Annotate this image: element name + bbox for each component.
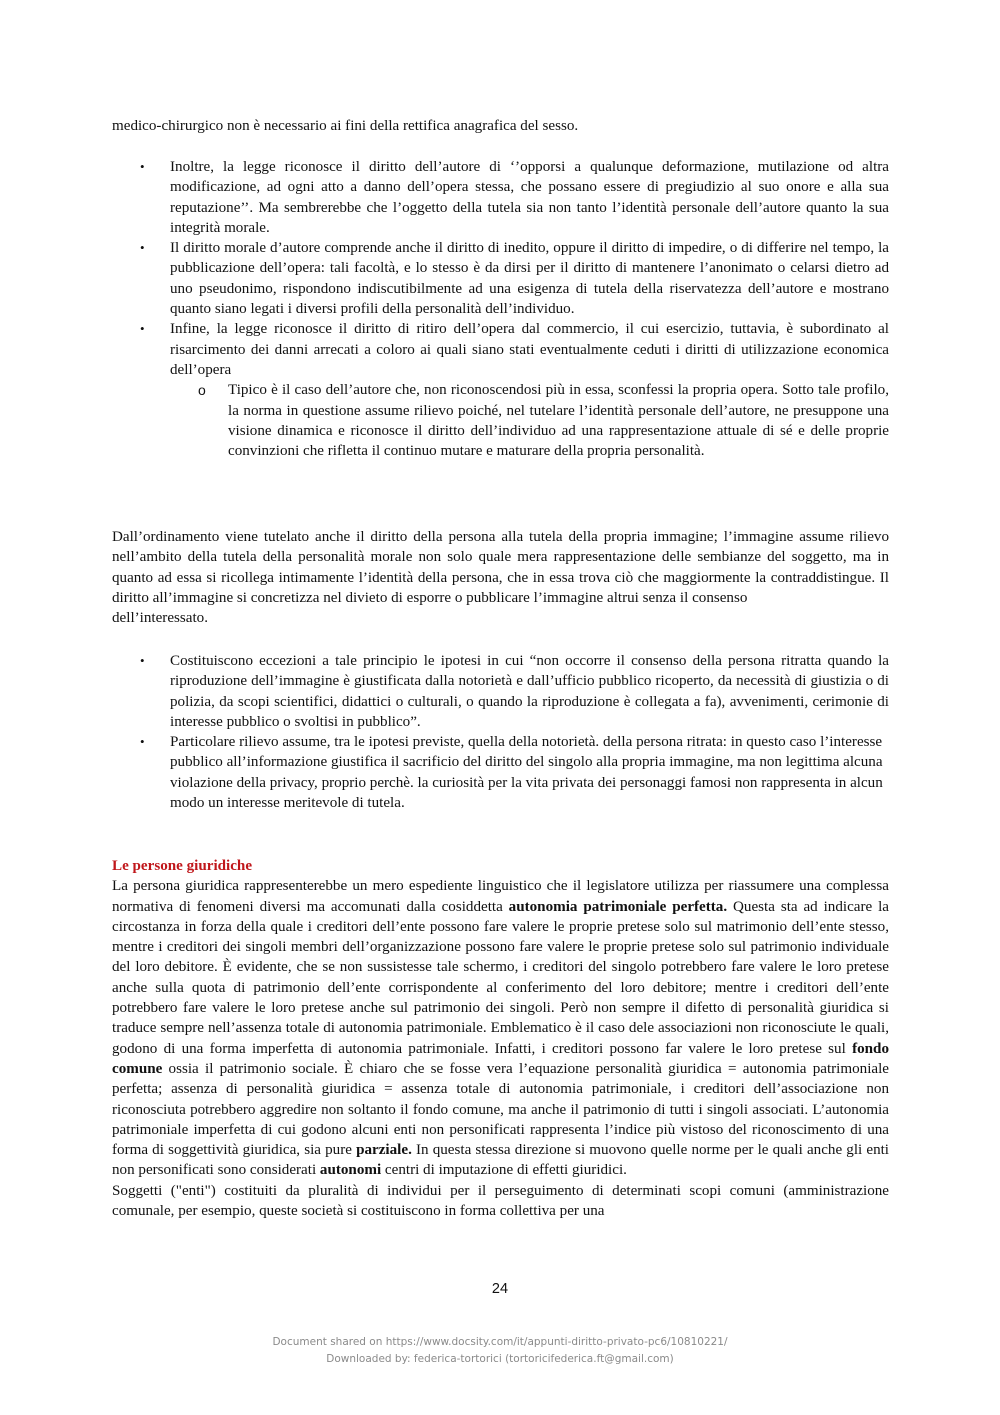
bullet-icon: • bbox=[140, 653, 145, 668]
list-item bbox=[112, 157, 889, 238]
image-rights-text: Dall’ordinamento viene tutelato anche il diritto della persona alla tutela della propria immagine; l’immagine assume rilievo nell’ambito della tutela della personalità morale non solo quale mera rappresentazione delle sembianze del soggetto, ma in quanto ad essa si ricollega intimamente l’identità della persona, che in essa trova ciò che maggiormente la contraddistingue. Il diritto all’immagine si concretizza nel divieto di esporre o pubblicare l’immagine altrui senza il consenso bbox=[112, 529, 889, 606]
list-item bbox=[112, 732, 889, 813]
list-item-text: Inoltre, la legge riconosce il diritto dell’autore di ‘’opporsi a qualunque deformazione, mutilazione od altra modificazione, ad ogni atto a danno dell’opera stessa, che possano essere di pregiudizio al suo onore e alla sua reputazione’’. Ma sembrerebbe che l’oggetto della tutela sia non tanto l’identità personale dell’autore quanto la sua integrità morale. bbox=[170, 159, 889, 236]
image-rights-paragraph bbox=[112, 527, 889, 628]
text-run: Questa sta ad indicare la circostanza in forza della quale i creditori dell’ente possono fare valere le proprie pretese solo sul matrimonio dell’ente stesso, mentre i creditori dei singoli membri dell’organizzazione possono fare valere le proprie pretese solo sul patrimonio individuale del loro debitore. È evidente, che se non sussistesse tale schermo, i creditori del singolo potrebbero fare valere le loro pretese anche sulla quota di patrimonio dell’ente corrispondente al conferimento del loro debitore; mentre i creditori dell’ente potrebbero fare valere le loro pretese anche sul patrimonio dei singoli. Però non sempre il difetto di personalità giuridica si traduce sempre nell’assenza totale di autonomia patrimoniale. Emblematico è il caso dele associazioni non riconosciute le quali, godono di una forma imperfetta di autonomia patrimoniale. Infatti, i creditori possono far valere le loro pretese sul bbox=[112, 898, 889, 1057]
section-persone-giuridiche bbox=[112, 856, 889, 1221]
page-number: 24 bbox=[491, 1281, 509, 1297]
section-paragraph bbox=[112, 876, 889, 1180]
image-exceptions-list bbox=[112, 651, 889, 813]
image-rights-tail: dell’interessato. bbox=[112, 610, 208, 627]
bullet-icon: • bbox=[140, 321, 145, 337]
bullet-icon: • bbox=[140, 240, 145, 256]
text-run: ossia il patrimonio sociale. È chiaro che se fosse vera l’equazione personalità giuridica = autonomia patrimoniale perfetta; assenza di personalità giuridica = assenza totale di autonomia patrimoniale, i creditori dell’associazione non riconosciuta potrebbero aggredire non soltanto il fondo comune, ma anche il patrimonio di tutti i singoli associati. L’autonomia patrimoniale imperfetta di cui godono alcuni enti non personificati rappresenta l’indice più vistoso del riconoscimento di una forma di soggettività giuridica, sia pure bbox=[112, 1060, 889, 1159]
bold-term: autonomi bbox=[319, 1162, 382, 1179]
sub-list-item bbox=[170, 380, 889, 461]
moral-rights-list bbox=[112, 157, 889, 461]
intro-paragraph bbox=[112, 116, 889, 136]
intro-text: medico-chirurgico non è necessario ai fini della rettifica anagrafica del sesso. bbox=[112, 118, 579, 134]
bullet-icon: • bbox=[140, 159, 145, 174]
section-paragraph-2: Soggetti ("enti") costituiti da pluralità di individui per il perseguimento di determinati scopi comuni (amministrazione comunale, per esempio, queste società si costituiscono in forma collettiva per una bbox=[112, 1182, 889, 1220]
section-heading: Le persone giuridiche bbox=[112, 858, 253, 874]
text-run: La persona giuridica rappresenterebbe un mero espediente linguistico che il legislatore utilizza per riassumere una complessa normativa di fenomeni diversi ma accomunati dalla cosiddetta bbox=[112, 878, 889, 915]
bold-term: fondo comune bbox=[112, 1040, 889, 1077]
text-run: In questa stessa direzione si muovono quelle norme per le quali anche gli enti non personificati sono considerati bbox=[112, 1142, 889, 1179]
list-item-text: Infine, la legge riconosce il diritto di ritiro dell’opera dal commercio, il cui esercizio, tuttavia, è subordinato al risarcimento dei danni arrecati a coloro ai quali siano stati eventualmente ceduti i diritti di utilizzazione economica dell’opera bbox=[170, 321, 889, 378]
bullet-icon: • bbox=[140, 734, 145, 750]
list-item-text: Costituiscono eccezioni a tale principio le ipotesi in cui “non occorre il consenso della persona ritratta quando la riproduzione dell’immagine è giustificata dalla notorietà e dall’ufficio pubblico ricoperto, da necessità di giustizia o di polizia, da scopi scientifici, didattici o culturali, o quando la riproduzione è collegata a fa), avvenimenti, cerimonie di interesse pubblico o svoltisi in pubblico”. bbox=[170, 653, 889, 730]
sub-list bbox=[170, 380, 889, 461]
footer-downloaded-by: Downloaded by: federica-tortorici (tortoricifederica.ft@gmail.com) bbox=[326, 1353, 674, 1365]
footer-shared-link: Document shared on https://www.docsity.com/it/appunti-diritto-privato-pc6/10810221/ bbox=[272, 1336, 728, 1348]
list-item-text: Particolare rilievo assume, tra le ipotesi previste, quella della notorietà. della persona ritrata: in questo caso l’interesse pubblico all’informazione giustifica il sacrificio del diritto del singolo alla propria immagine, ma non legittima alcuna violazione della privacy, proprio perchè. la curiosità per la vita privata dei personaggi famosi non rappresenta in alcun modo un interesse meritevole di tutela. bbox=[170, 734, 883, 812]
list-item-text: Il diritto morale d’autore comprende anche il diritto di inedito, oppure il diritto di impedire, o di differire nel tempo, la pubblicazione dell’opera: tali facoltà, e lo stesso è da dirsi per il diritto di mantenere l’anonimato o celarsi dietro ad uno pseudonimo, rispondono indiscutibilmente ad una esigenza di tutela della riservatezza dell’autore e mostrano quanto siano legati i diversi profili della personalità dell’individuo. bbox=[170, 240, 889, 318]
bold-term: parziale. bbox=[356, 1142, 412, 1159]
circle-bullet-icon: o bbox=[198, 382, 206, 399]
list-item bbox=[112, 319, 889, 461]
list-item bbox=[112, 238, 889, 319]
sub-list-item-text: Tipico è il caso dell’autore che, non riconoscendosi più in essa, sconfessi la propria opera. Sotto tale profilo, la norma in questione assume rilievo poiché, nel tutelare l’identità personale dell’autore, ne presuppone una visione dinamica e riconosce il diritto dell’individuo ad una rappresentazione attuale di sé e delle proprie convinzioni che rifletta il continuo mutare e maturare della propria personalità. bbox=[228, 382, 889, 460]
text-run: centri di imputazione di effetti giuridici. bbox=[381, 1162, 627, 1179]
list-item bbox=[112, 651, 889, 732]
bold-term: autonomia patrimoniale perfetta. bbox=[508, 898, 728, 915]
